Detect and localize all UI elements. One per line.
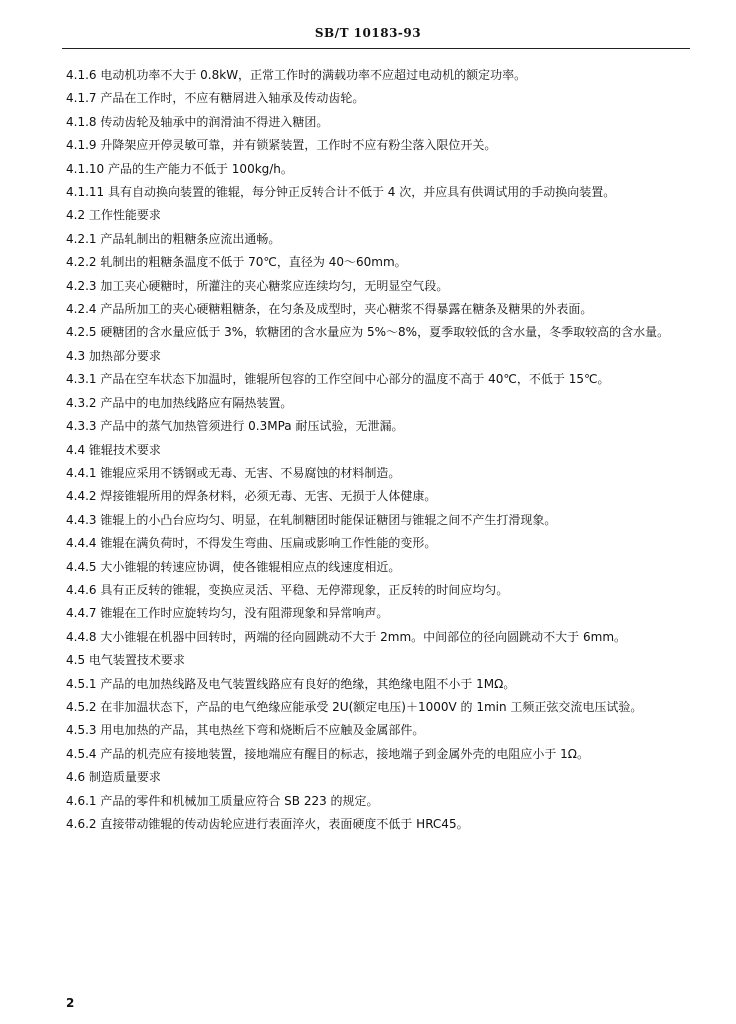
clause-4-1-9: 4.1.9 升降架应开停灵敏可靠，并有锁紧装置，工作时不应有粉尘落入限位开关。 [66,138,497,153]
header-divider [62,48,690,49]
clause-4-1-10: 4.1.10 产品的生产能力不低于 100kg/h。 [66,161,293,176]
clause-4-6-2: 4.6.2 直接带动锥辊的传动齿轮应进行表面淬火，表面硬度不低于 HRC45。 [66,817,469,831]
page-number: 2 [66,996,75,1010]
clause-4-2-4: 4.2.4 产品所加工的夹心硬糖粗糖条，在匀条及成型时，夹心糖浆不得暴露在糖条及糖果的外表面。 [66,302,593,317]
clause-4-5-3: 4.5.3 用电加热的产品，其电热丝下弯和烧断后不应触及金属部件。 [66,723,425,738]
clause-4-5-1: 4.5.1 产品的电加热线路及电气装置线路应有良好的绝缘，其绝缘电阻不小于 1MΩ。 [66,676,516,691]
clause-4-4-5: 4.4.5 大小锥辊的转速应协调，使各锥辊相应点的线速度相近。 [66,559,401,574]
section-4-2-heading: 4.2 工作性能要求 [66,208,161,223]
clause-4-1-8: 4.1.8 传动齿轮及轴承中的润滑油不得进入糖团。 [66,114,329,129]
section-4-3-heading: 4.3 加热部分要求 [66,348,161,363]
clause-4-5-4: 4.5.4 产品的机壳应有接地装置，接地端应有醒目的标志，接地端子到金属外壳的电阻应小于 1Ω。 [66,746,589,761]
document-body [66,64,688,836]
section-4-5-heading: 4.5 电气装置技术要求 [66,653,185,668]
clause-4-4-7: 4.4.7 锥辊在工作时应旋转均匀，没有阻滞现象和异常响声。 [66,606,389,621]
clause-4-4-6: 4.4.6 具有正反转的锥辊，变换应灵活、平稳、无停滞现象，正反转的时间应均匀。 [66,582,509,597]
clause-4-1-6: 4.1.6 电动机功率不大于 0.8kW，正常工作时的满载功率不应超过电动机的额定功率。 [66,68,527,82]
clause-4-2-1: 4.2.1 产品轧制出的粗糖条应流出通畅。 [66,231,281,246]
clause-4-4-1: 4.4.1 锥辊应采用不锈钢或无毒、无害、不易腐蚀的材料制造。 [66,465,401,480]
clause-4-4-2: 4.4.2 焊接锥辊所用的焊条材料，必须无毒、无害、无损于人体健康。 [66,489,437,504]
clause-4-4-8: 4.4.8 大小锥辊在机器中回转时，两端的径向圆跳动不大于 2mm。中间部位的径向圆跳动不大于 6mm。 [66,629,627,644]
clause-4-2-2: 4.2.2 轧制出的粗糖条温度不低于 70℃，直径为 40～60mm。 [66,255,407,270]
section-4-6-heading: 4.6 制造质量要求 [66,770,161,785]
clause-4-1-7: 4.1.7 产品在工作时，不应有糖屑进入轴承及传动齿轮。 [66,91,365,106]
clause-4-4-4: 4.4.4 锥辊在满负荷时，不得发生弯曲、压扁或影响工作性能的变形。 [66,536,437,551]
clause-4-4-3: 4.4.3 锥辊上的小凸台应均匀、明显，在轧制糖团时能保证糖团与锥辊之间不产生打滑现象。 [66,512,557,527]
clause-4-2-5: 4.2.5 硬糖团的含水量应低于 3%，软糖团的含水量应为 5%～8%，夏季取较低的含水量，冬季取较高的含水量。 [66,325,670,340]
clause-4-5-2: 4.5.2 在非加温状态下，产品的电气绝缘应能承受 2U(额定电压)＋1000V 的 1min 工频正弦交流电压试验。 [66,699,643,714]
clause-4-3-2: 4.3.2 产品中的电加热线路应有隔热装置。 [66,395,293,410]
clause-4-6-1: 4.6.1 产品的零件和机械加工质量应符合 SB 223 的规定。 [66,793,379,808]
clause-4-2-3: 4.2.3 加工夹心硬糖时，所灌注的夹心糖浆应连续均匀，无明显空气段。 [66,278,449,293]
section-4-4-heading: 4.4 锥辊技术要求 [66,442,161,457]
clause-4-3-3: 4.3.3 产品中的蒸气加热管须进行 0.3MPa 耐压试验，无泄漏。 [66,419,404,434]
document-code-header: SB/T 10183-93 [314,26,422,40]
clause-4-1-11: 4.1.11 具有自动换向装置的锥辊，每分钟正反转合计不低于 4 次，并应具有供调试用的手动换向装置。 [66,185,616,200]
clause-4-3-1: 4.3.1 产品在空车状态下加温时，锥辊所包容的工作空间中心部分的温度不高于 40℃，不低于 15℃。 [66,372,610,387]
